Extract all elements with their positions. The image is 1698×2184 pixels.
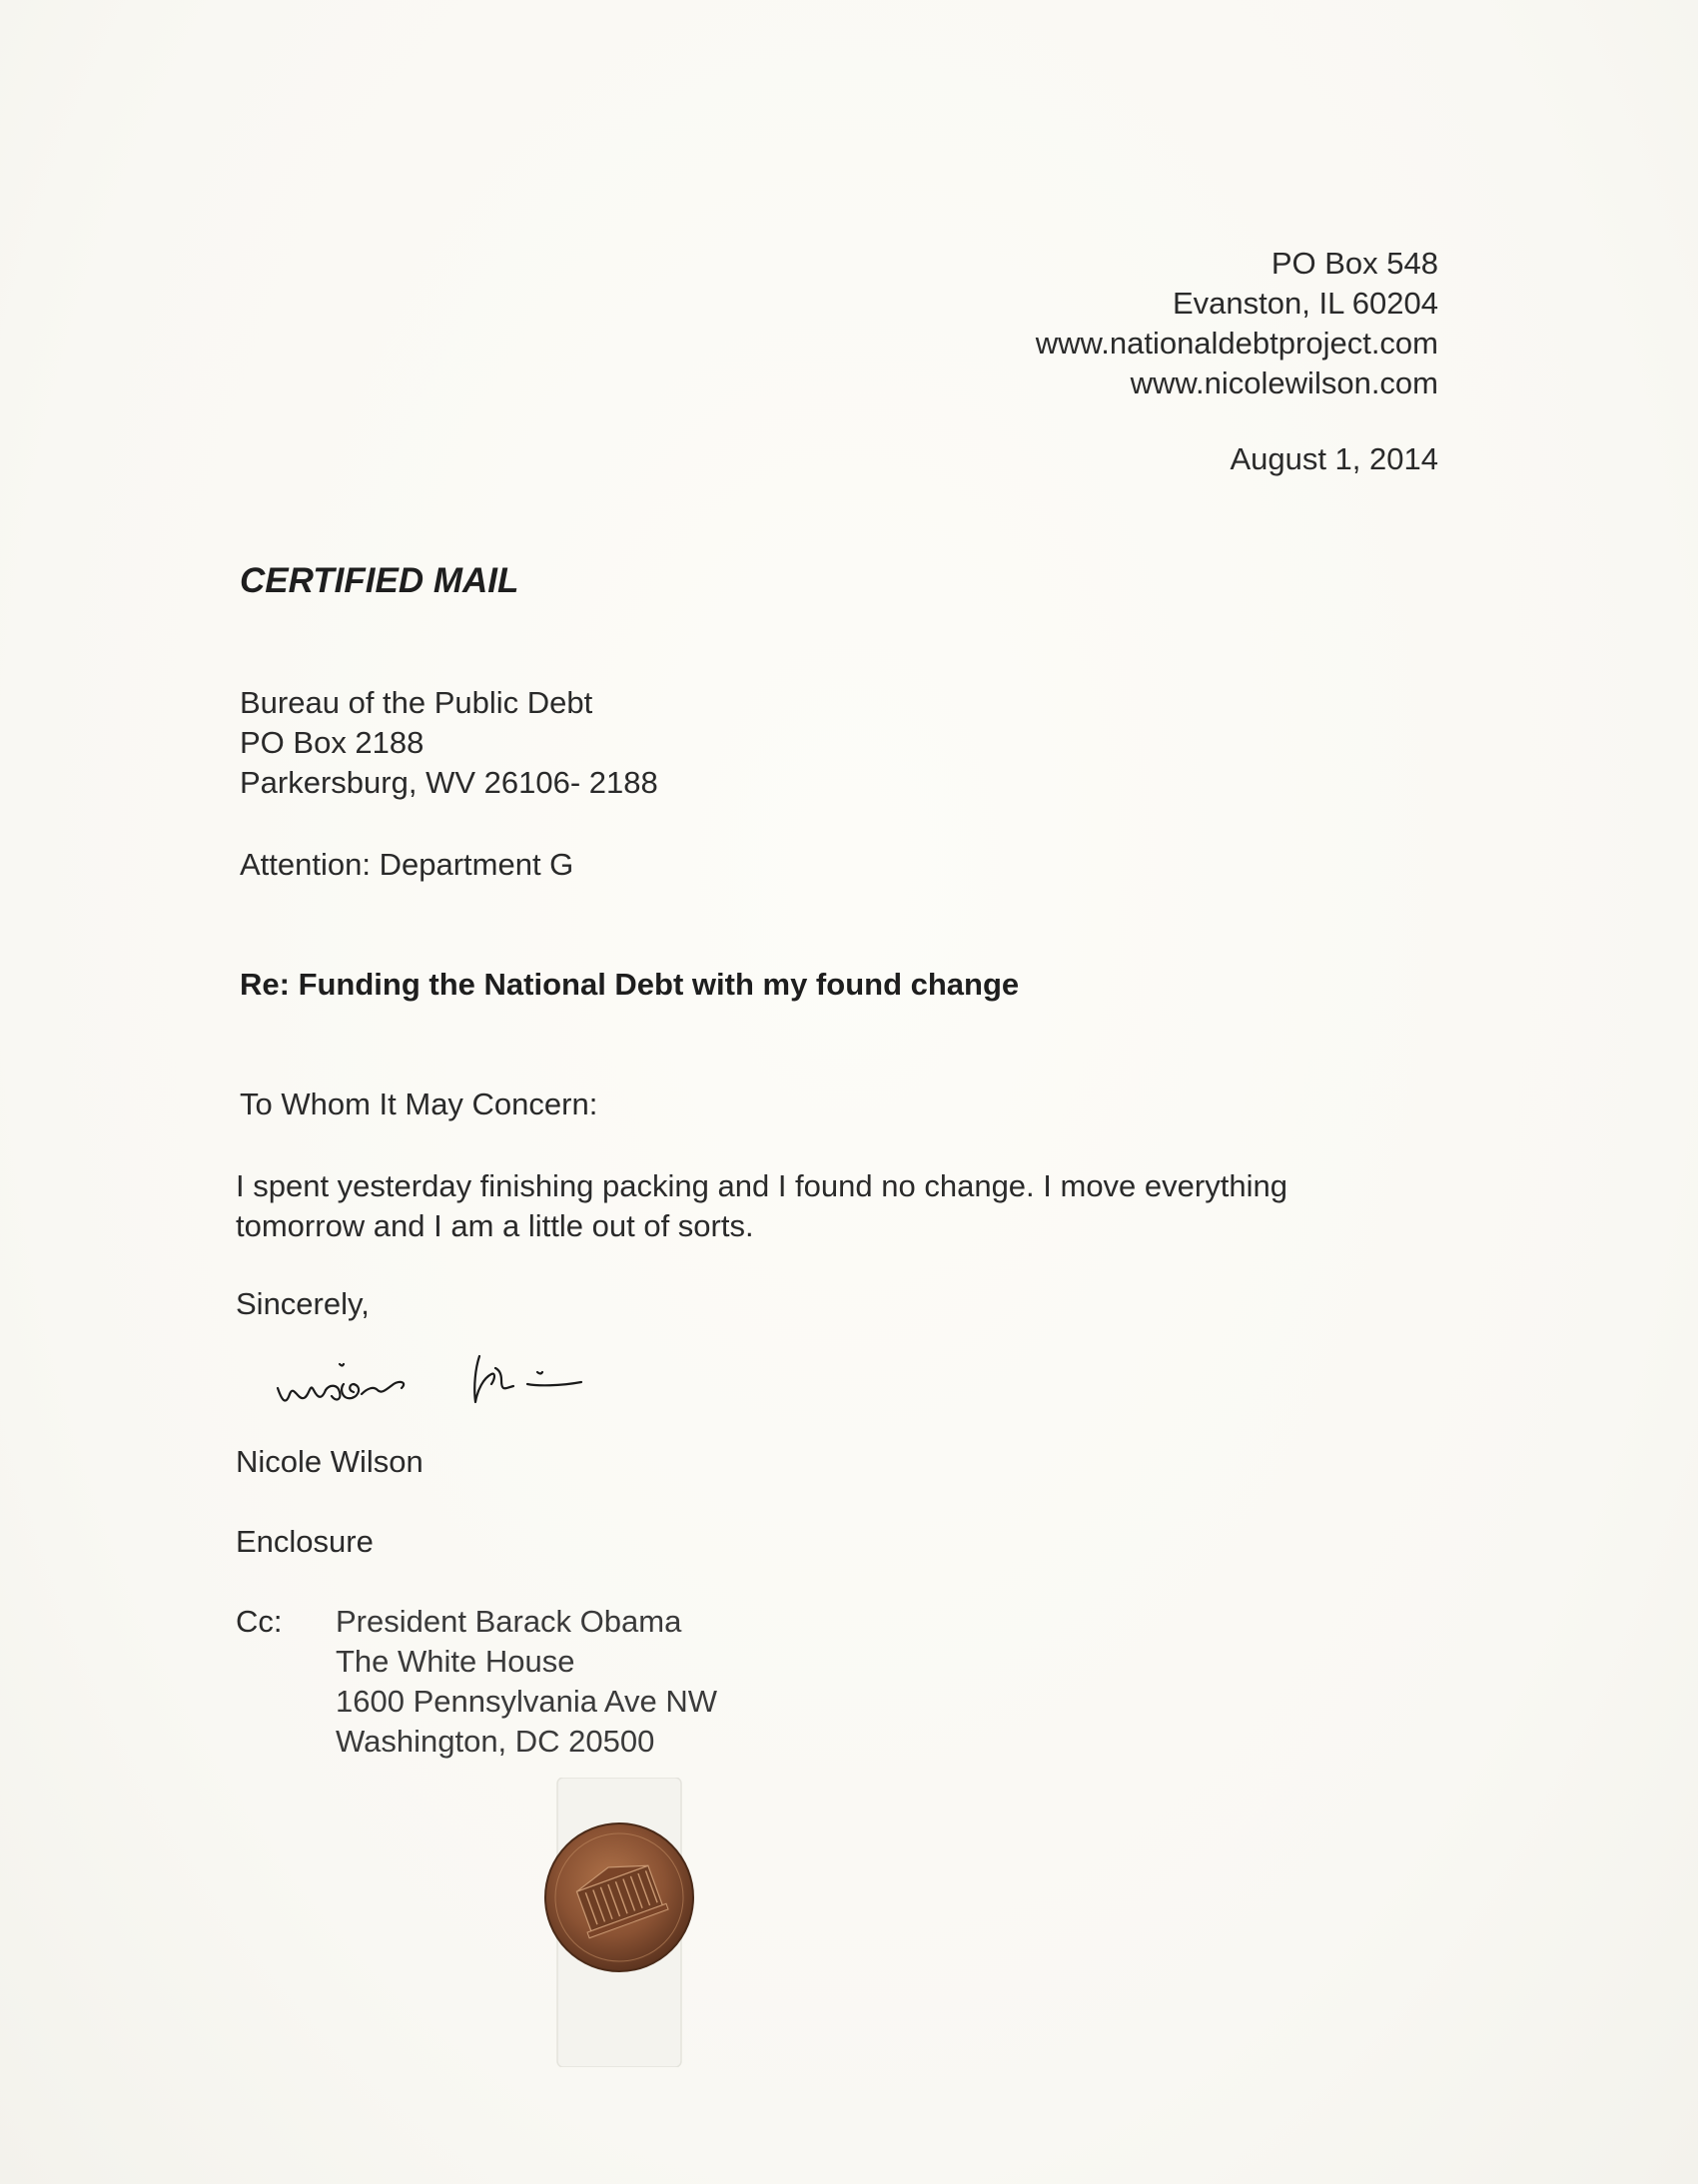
cc-line: The White House: [336, 1644, 575, 1679]
taped-penny-icon: [519, 1778, 719, 2067]
recipient-address: [240, 683, 658, 803]
sender-line: PO Box 548: [1271, 246, 1438, 281]
body-line: tomorrow and I am a little out of sorts.: [236, 1208, 754, 1243]
sender-address: [1036, 244, 1438, 403]
cc-line: President Barack Obama: [336, 1604, 682, 1639]
recipient-line: Parkersburg, WV 26106- 2188: [240, 765, 658, 800]
recipient-line: Bureau of the Public Debt: [240, 685, 593, 720]
handwritten-signature-icon: [270, 1328, 629, 1438]
cc-address: [336, 1602, 717, 1762]
letter-date: August 1, 2014: [1230, 441, 1438, 476]
closing: Sincerely,: [236, 1286, 370, 1321]
body-line: I spent yesterday finishing packing and I found no change. I move everything: [236, 1168, 1287, 1203]
recipient-line: PO Box 2188: [240, 725, 424, 760]
attention-line: Attention: Department G: [240, 847, 574, 882]
signer-name: Nicole Wilson: [236, 1444, 424, 1479]
sender-website-link[interactable]: www.nationaldebtproject.com: [1035, 326, 1438, 361]
delivery-method: CERTIFIED MAIL: [240, 561, 519, 600]
letter-body: [236, 1166, 1434, 1246]
cc-line: Washington, DC 20500: [336, 1724, 655, 1759]
sender-website-link[interactable]: www.nicolewilson.com: [1130, 365, 1438, 400]
cc-label: Cc:: [236, 1604, 283, 1639]
salutation: To Whom It May Concern:: [240, 1087, 598, 1121]
cc-line: 1600 Pennsylvania Ave NW: [336, 1684, 717, 1719]
enclosure-note: Enclosure: [236, 1524, 374, 1559]
sender-line: Evanston, IL 60204: [1173, 286, 1438, 321]
subject-line: Re: Funding the National Debt with my found change: [240, 967, 1020, 1002]
